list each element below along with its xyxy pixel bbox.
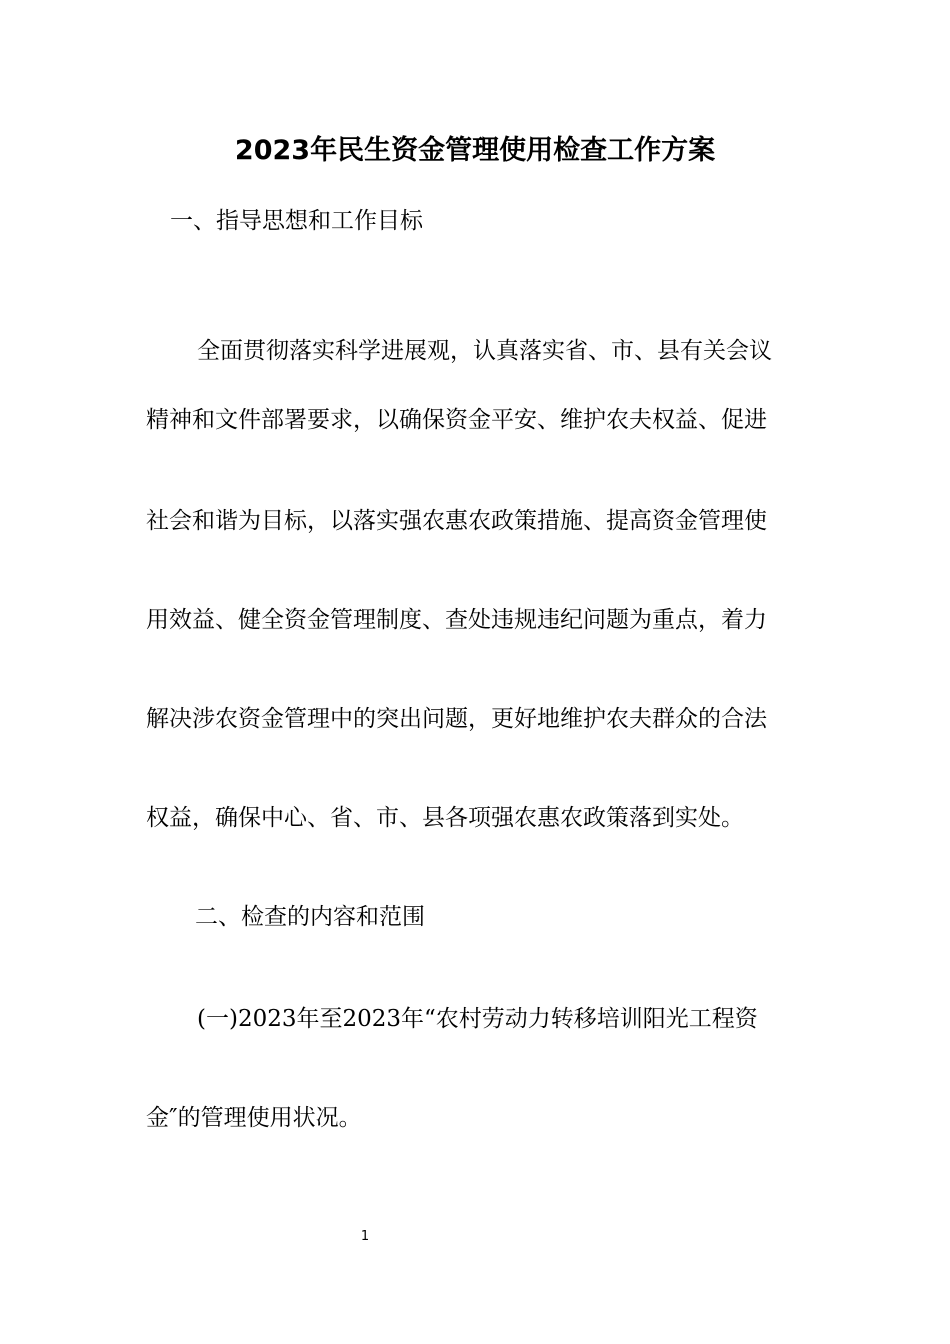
page-number: 1 xyxy=(360,1229,370,1244)
document-title: 2023年民生资金管理使用检查工作方案 xyxy=(234,135,716,166)
paragraph-2-line-1: (一)2023年至2023年“农村劳动力转移培训阳光工程资 xyxy=(197,1006,758,1032)
paragraph-1-line-5: 解决涉农资金管理中的突出问题，更好地维护农夫群众的合法 xyxy=(146,706,767,732)
paragraph-1-line-6: 权益，确保中心、省、市、县各项强农惠农政策落到实处。 xyxy=(146,805,744,831)
section-2-heading: 二、检查的内容和范围 xyxy=(195,904,425,930)
paragraph-1-line-1: 全面贯彻落实科学进展观，认真落实省、市、县有关会议 xyxy=(197,338,772,364)
paragraph-1-line-2: 精神和文件部署要求，以确保资金平安、维护农夫权益、促进 xyxy=(146,407,767,433)
section-1-heading: 一、指导思想和工作目标 xyxy=(170,208,423,234)
paragraph-2-line-2: 金″的管理使用状况。 xyxy=(146,1105,362,1131)
paragraph-1-line-4: 用效益、健全资金管理制度、查处违规违纪问题为重点，着力 xyxy=(146,607,767,633)
paragraph-1-line-3: 社会和谐为目标，以落实强农惠农政策措施、提高资金管理使 xyxy=(146,508,767,534)
